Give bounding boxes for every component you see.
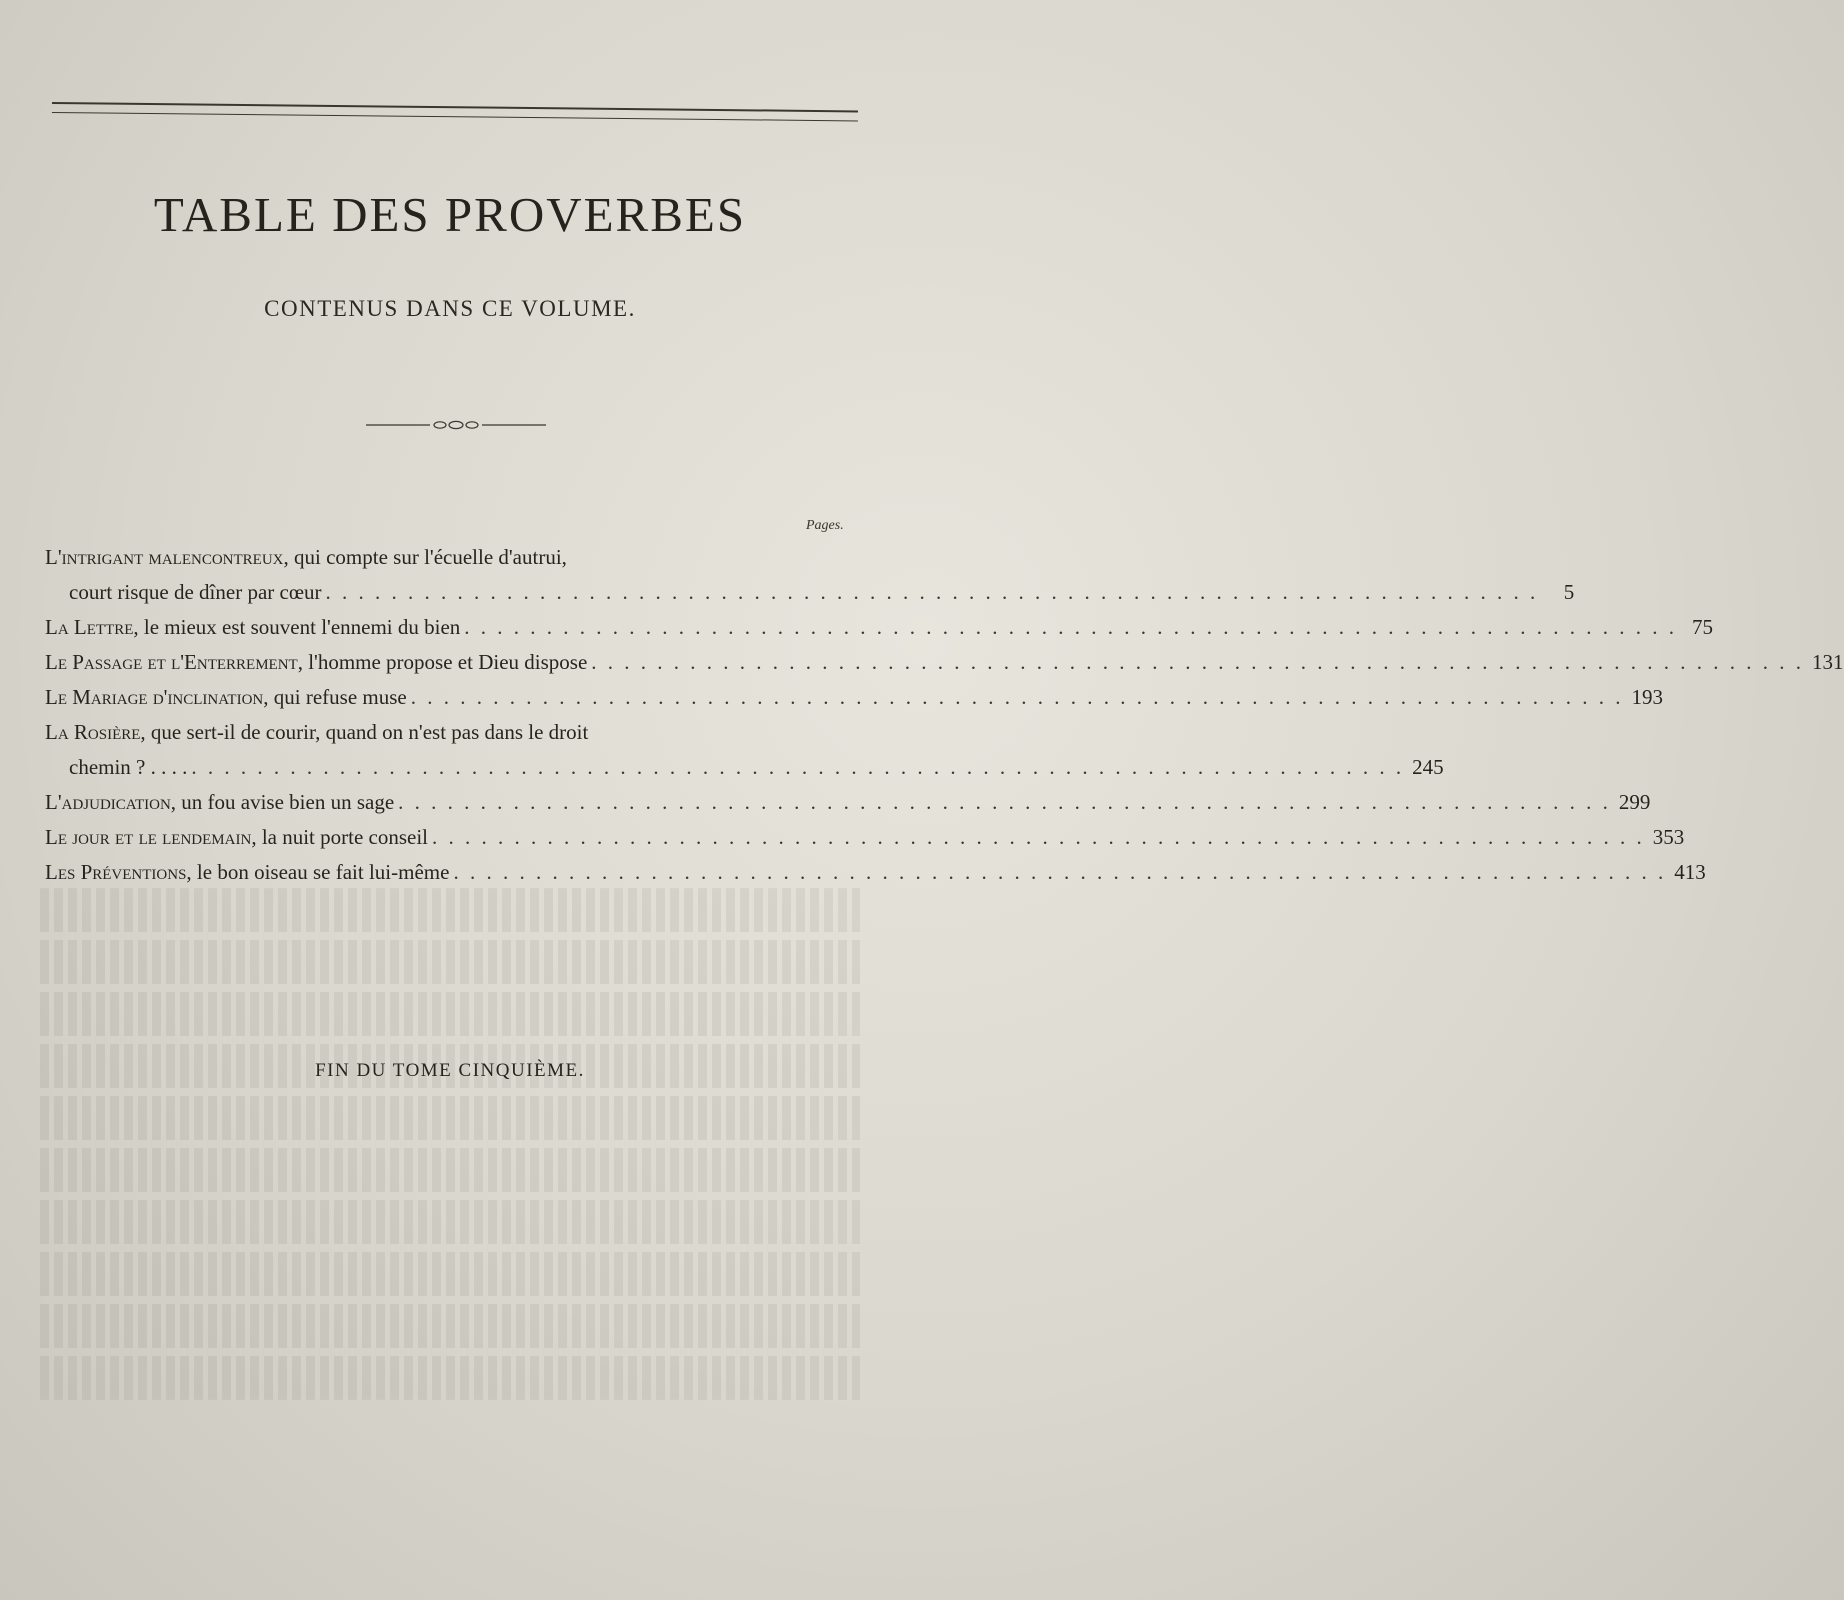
- toc-entry[interactable]: [45, 820, 1685, 855]
- entry-continuation: court risque de dîner par cœur: [69, 580, 322, 604]
- entry-title: Le jour et le lendemain: [45, 825, 252, 849]
- entry-title: Les Préventions: [45, 860, 187, 884]
- leader-dots: . . . . . . . . . . . . . . . . . . . . . . . . . . . . . . . . . . . . . . . . . . . . . . . . . . . . . . . . . . . . . . . . . . . . . . . . . .: [191, 755, 1405, 779]
- entry-text: , qui compte sur l'écuelle d'autrui,: [283, 545, 567, 569]
- toc-entry[interactable]: [45, 785, 1651, 820]
- entry-page-number: 75: [1692, 615, 1714, 639]
- entry-page-number: 413: [1674, 860, 1706, 884]
- entry-page-number: 245: [1412, 755, 1444, 779]
- toc-entry[interactable]: [45, 855, 1706, 890]
- entry-page-number: 131: [1812, 650, 1844, 674]
- leader-dots: . . . . . . . . . . . . . . . . . . . . . . . . . . . . . . . . . . . . . . . . . . . . . . . . . . . . . . . . . . . . . . . . . . . . . . . . . .: [591, 650, 1805, 674]
- entry-continuation: chemin ? . . . .: [69, 755, 188, 779]
- entry-title: L'intrigant malencontreux: [45, 545, 284, 569]
- bleed-through-text: [40, 880, 860, 1530]
- toc-entry[interactable]: [45, 540, 1575, 610]
- entry-title: Le Mariage d'inclination: [45, 685, 264, 709]
- entry-page-number: 299: [1618, 790, 1651, 814]
- entry-text: , que sert-il de courir, quand on n'est pas dans le droit: [140, 720, 589, 744]
- volume-end-note: FIN DU TOME CINQUIÈME.: [315, 1060, 585, 1081]
- entry-text: , le mieux est souvent l'ennemi du bien: [133, 615, 461, 639]
- top-double-rule: [52, 102, 858, 121]
- entry-text: , le bon oiseau se fait lui-même: [186, 860, 450, 884]
- toc-entry[interactable]: [45, 610, 1714, 645]
- ornament-divider-icon: [366, 417, 546, 433]
- page-title: TABLE DES PROVERBES: [153, 187, 747, 242]
- entry-title: L'adjudication: [45, 790, 171, 814]
- entry-page-number: 5: [1563, 580, 1575, 604]
- leader-dots: . . . . . . . . . . . . . . . . . . . . . . . . . . . . . . . . . . . . . . . . . . . . . . . . . . . . . . . . . . . . . . . . . . . . . . . . . .: [464, 615, 1678, 639]
- table-of-contents: [45, 540, 1844, 890]
- entry-text: , un fou avise bien un sage: [170, 790, 395, 814]
- toc-entry[interactable]: [45, 645, 1844, 680]
- leader-dots: . . . . . . . . . . . . . . . . . . . . . . . . . . . . . . . . . . . . . . . . . . . . . . . . . . . . . . . . . . . . . . . . . . . . . . . . . .: [453, 860, 1667, 884]
- entry-page-number: 193: [1631, 685, 1663, 709]
- entry-title: La Lettre: [45, 615, 134, 639]
- toc-entry[interactable]: [45, 715, 1444, 785]
- page-subtitle: CONTENUS DANS CE VOLUME.: [264, 296, 636, 321]
- entry-text: , l'homme propose et Dieu dispose: [297, 650, 588, 674]
- leader-dots: . . . . . . . . . . . . . . . . . . . . . . . . . . . . . . . . . . . . . . . . . . . . . . . . . . . . . . . . . . . . . . . . . . . . . . . . . .: [325, 580, 1539, 604]
- entry-title: La Rosière: [45, 720, 141, 744]
- leader-dots: . . . . . . . . . . . . . . . . . . . . . . . . . . . . . . . . . . . . . . . . . . . . . . . . . . . . . . . . . . . . . . . . . . . . . . . . . .: [410, 685, 1624, 709]
- leader-dots: . . . . . . . . . . . . . . . . . . . . . . . . . . . . . . . . . . . . . . . . . . . . . . . . . . . . . . . . . . . . . . . . . . . . . . . . . .: [432, 825, 1645, 849]
- entry-text: , qui refuse muse: [263, 685, 407, 709]
- toc-entry[interactable]: [45, 680, 1663, 715]
- entry-page-number: 353: [1652, 825, 1685, 849]
- pages-column-label: Pages.: [806, 518, 844, 533]
- entry-text: , la nuit porte conseil: [251, 825, 429, 849]
- leader-dots: . . . . . . . . . . . . . . . . . . . . . . . . . . . . . . . . . . . . . . . . . . . . . . . . . . . . . . . . . . . . . . . . . . . . . . . . . .: [398, 790, 1611, 814]
- entry-title: Le Passage et l'Enterrement: [45, 650, 298, 674]
